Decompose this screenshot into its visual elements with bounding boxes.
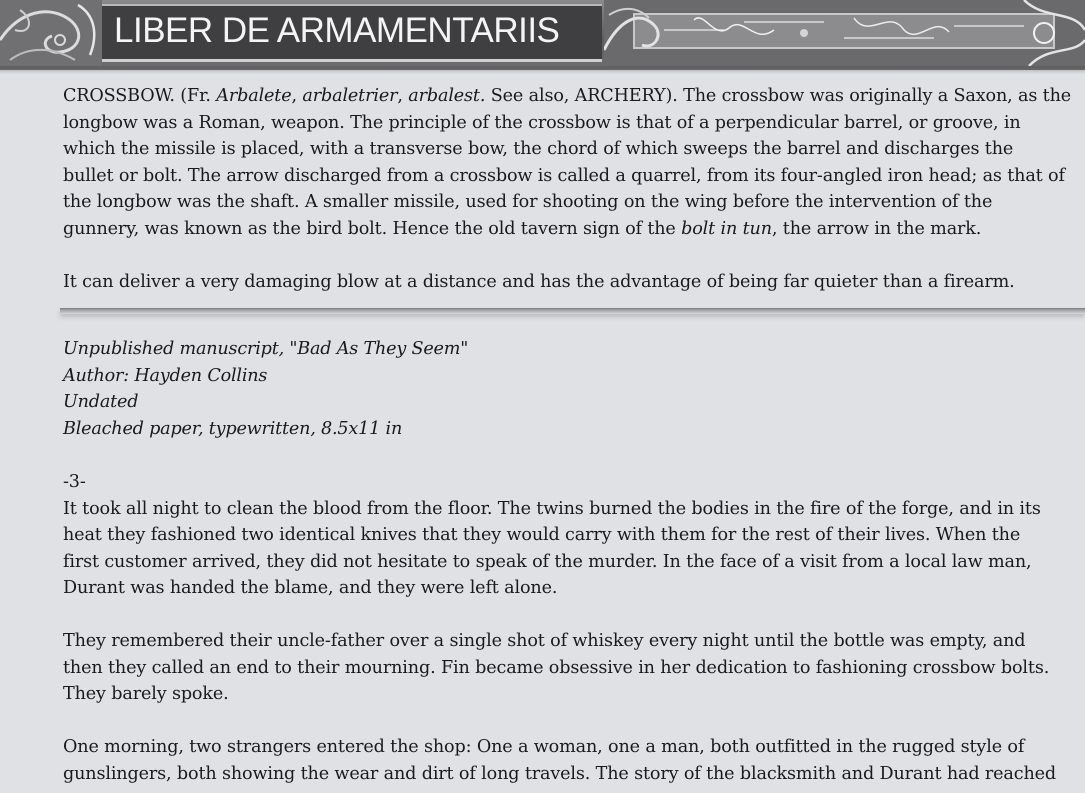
story-line: One morning, two strangers entered the shop: One a woman, one a man, both outfitted in the rugged style of (63, 737, 1025, 757)
story-line: Durant was handed the blame, and they were left alone. (63, 578, 558, 598)
entry-paragraph (63, 83, 1073, 242)
entry-text: CROSSBOW. (Fr. (63, 86, 217, 106)
story-line: They remembered their uncle-father over a single shot of whiskey every night until the bottle was empty, and (63, 631, 1026, 651)
document-meta (63, 336, 468, 442)
story-line: then they called an end to their mourning. Fin became obsessive in her dedication to fashioning crossbow bolts. (63, 657, 1050, 678)
ornament-left-decoration (0, 0, 102, 66)
italic-term: arbalest. (408, 86, 486, 106)
story-page-number: -3- (63, 472, 86, 492)
story-line: heat they fashioned two identical knives that they would carry with them for the rest of their lives. When the (63, 525, 1021, 545)
page-title: LIBER DE ARMAMENTARIIS (114, 11, 560, 50)
entry-line (63, 216, 1073, 243)
italic-term: bolt in tun (681, 218, 772, 239)
entry-content (63, 83, 1073, 322)
entry-text: See also, ARCHERY). The crossbow was originally a Saxon, as the (485, 86, 1072, 106)
ornament-right-decoration (604, 0, 1085, 66)
entry-line (63, 83, 1073, 110)
italic-term: arbaletrier (302, 86, 398, 106)
story-line: gunslingers, both showing the wear and dirt of long travels. The story of the blacksmith and Durant had reached (63, 763, 1057, 784)
story-paragraph (63, 734, 1073, 787)
story-excerpt (63, 469, 1073, 793)
title-box (102, 4, 602, 62)
meta-author: Author: Hayden Collins (63, 365, 268, 386)
banner-shadow (0, 66, 1085, 74)
story-line: first customer arrived, they did not hesitate to speak of the murder. In the face of a visit from a local law man, (63, 551, 1032, 572)
story-paragraph (63, 628, 1073, 708)
meta-source: Unpublished manuscript, "Bad As They Seem" (63, 339, 469, 359)
entry-line: longbow was a Roman, weapon. The principle of the crossbow is that of a perpendicular barrel, or groove, in (63, 112, 1021, 133)
story-paragraph (63, 496, 1073, 602)
entry-text: gunnery, was known as the bird bolt. Hence the old tavern sign of the (63, 218, 682, 239)
header-banner (0, 0, 1085, 70)
entry-line: bullet or bolt. The arrow discharged from a crossbow is called a quarrel, from its four-angled iron head; as that of (63, 165, 1065, 186)
story-line: It took all night to clean the blood from the floor. The twins burned the bodies in the fire of the forge, and in its (63, 498, 1041, 519)
meta-date: Undated (63, 392, 139, 412)
italic-term: Arbalete (216, 86, 292, 106)
entry-text: , (397, 86, 409, 106)
entry-paragraph: It can deliver a very damaging blow at a distance and has the advantage of being far quieter than a firearm. (63, 271, 1015, 292)
story-line: They barely spoke. (63, 684, 229, 704)
meta-medium: Bleached paper, typewritten, 8.5x11 in (63, 418, 403, 439)
entry-line: which the missile is placed, with a transverse bow, the chord of which sweeps the barrel and discharges the (63, 139, 1014, 159)
entry-text: , the arrow in the mark. (771, 218, 982, 239)
section-divider (60, 308, 1085, 314)
entry-text: , (291, 86, 303, 106)
entry-line: the longbow was the shaft. A smaller missile, used for shooting on the wing before the intervention of the (63, 192, 993, 212)
